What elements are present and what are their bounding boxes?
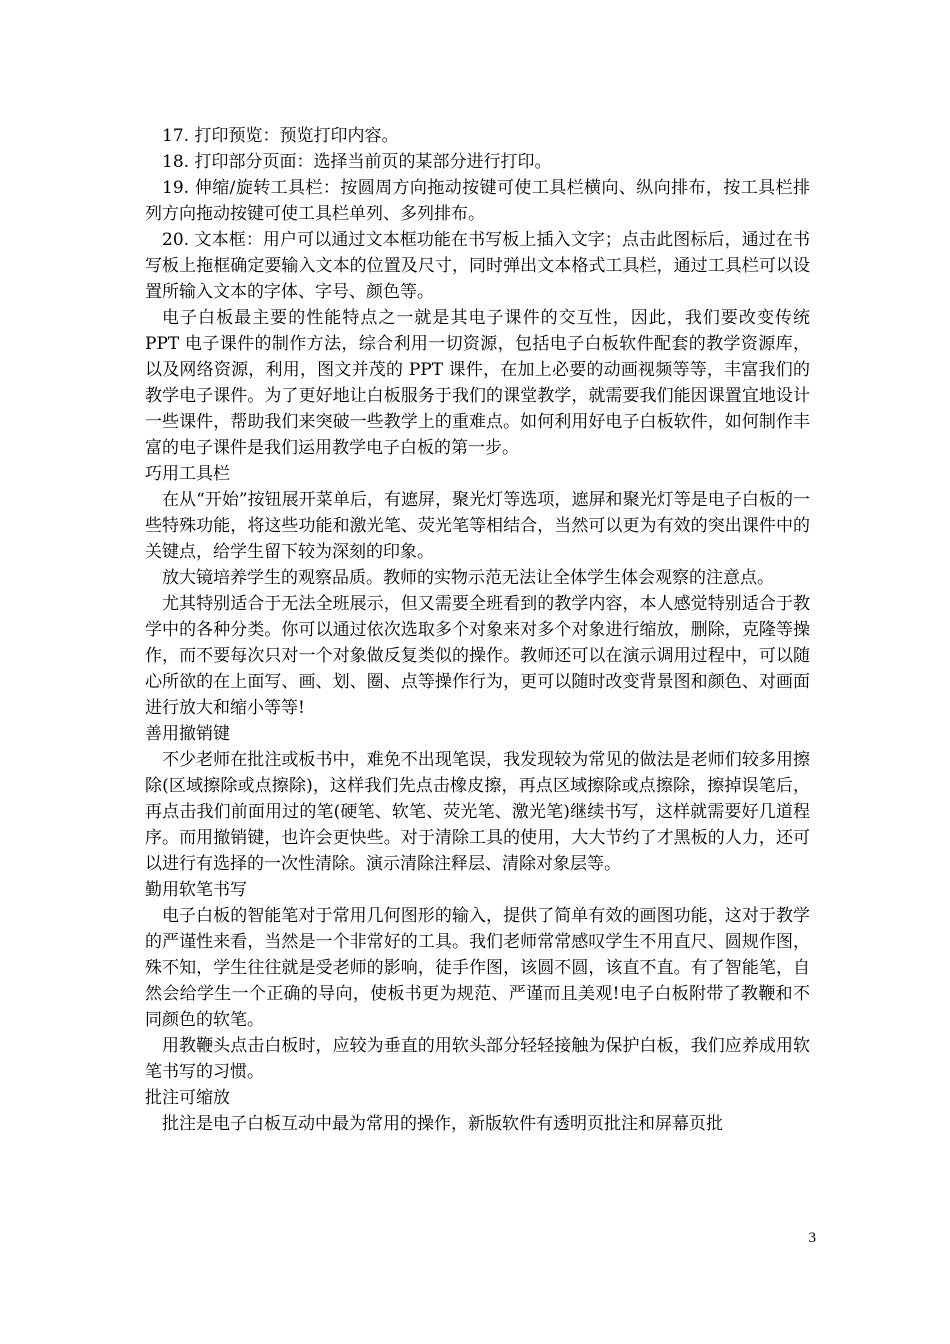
paragraph-item-20: 20. 文本框：用户可以通过文本框功能在书写板上插入文字；点击此图标后，通过在书写板上拖框确定要输入文本的位置及尺寸，同时弹出文本格式工具栏，通过工具栏可以设置所输入文本的字体、字号、颜色等。 (145, 230, 810, 302)
paragraph-item-19: 19. 伸缩/旋转工具栏：按圆周方向拖动按键可使工具栏横向、纵向排布，按工具栏排列方向拖动按键可使工具栏单列、多列排布。 (145, 178, 810, 224)
paragraph-item-18: 18. 打印部分页面：选择当前页的某部分进行打印。 (162, 152, 552, 172)
page-number: 3 (808, 1230, 816, 1246)
document-body (145, 123, 810, 1137)
paragraph-magnifier: 放大镜培养学生的观察品质。教师的实物示范无法让全体学生体会观察的注意点。 (162, 568, 774, 588)
section-heading-annotation: 批注可缩放 (145, 1088, 230, 1108)
section-heading-toolbar: 巧用工具栏 (145, 464, 230, 484)
paragraph-spotlight: 在从“开始”按钮展开菜单后，有遮屏，聚光灯等选项，遮屏和聚光灯等是电子白板的一些特殊功能，将这些功能和激光笔、荧光笔等相结合，当然可以更为有效的突出课件中的关键点，给学生留下较为深刻的印象。 (145, 490, 810, 562)
paragraph-pointer: 用教鞭头点击白板时，应较为垂直的用软头部分轻轻接触为保护白板，我们应养成用软笔书写的习惯。 (145, 1036, 810, 1082)
paragraph-smart-pen: 电子白板的智能笔对于常用几何图形的输入，提供了简单有效的画图功能，这对于教学的严谨性来看，当然是一个非常好的工具。我们老师常常感叹学生不用直尺、圆规作图，殊不知，学生往往就是受老师的影响，徒手作图，该圆不圆，该直不直。有了智能笔，自然会给学生一个正确的导向，使板书更为规范、严谨而且美观!电子白板附带了教鞭和不同颜色的软笔。 (145, 906, 810, 1030)
paragraph-item-17: 17. 打印预览：预览打印内容。 (162, 126, 399, 146)
section-heading-soft-pen: 勤用软笔书写 (145, 880, 247, 900)
section-heading-undo: 善用撤销键 (145, 724, 230, 744)
paragraph-classification: 尤其特别适合于无法全班展示，但又需要全班看到的教学内容，本人感觉特别适合于教学中的各种分类。你可以通过依次选取多个对象来对多个对象进行缩放，删除，克隆等操作，而不要每次只对一个对象做反复类似的操作。教师还可以在演示调用过程中，可以随心所欲的在上面写、画、划、圈、点等操作行为，更可以随时改变背景图和颜色、对画面进行放大和缩小等等! (145, 594, 810, 718)
paragraph-interactivity: 电子白板最主要的性能特点之一就是其电子课件的交互性，因此，我们要改变传统 PPT 电子课件的制作方法，综合利用一切资源，包括电子白板软件配套的教学资源库，以及网络资源，利用，图文并茂的 PPT 课件，在加上必要的动画视频等等，丰富我们的教学电子课件。为了更好地让白板服务于我们的课堂教学，就需要我们能因课置宜地设计一些课件，帮助我们来突破一些教学上的重难点。如何利用好电子白板软件，如何制作丰富的电子课件是我们运用教学电子白板的第一步。 (145, 308, 810, 458)
paragraph-undo: 不少老师在批注或板书中，难免不出现笔误，我发现较为常见的做法是老师们较多用擦除(区域擦除或点擦除)，这样我们先点击橡皮擦，再点区域擦除或点擦除，擦掉误笔后，再点击我们前面用过的笔(硬笔、软笔、荧光笔、激光笔)继续书写，这样就需要好几道程序。而用撤销键，也许会更快些。对于清除工具的使用，大大节约了才黑板的人力，还可以进行有选择的一次性清除。演示清除注释层、清除对象层等。 (145, 750, 810, 874)
paragraph-annotation: 批注是电子白板互动中最为常用的操作，新版软件有透明页批注和屏幕页批 (162, 1114, 723, 1134)
